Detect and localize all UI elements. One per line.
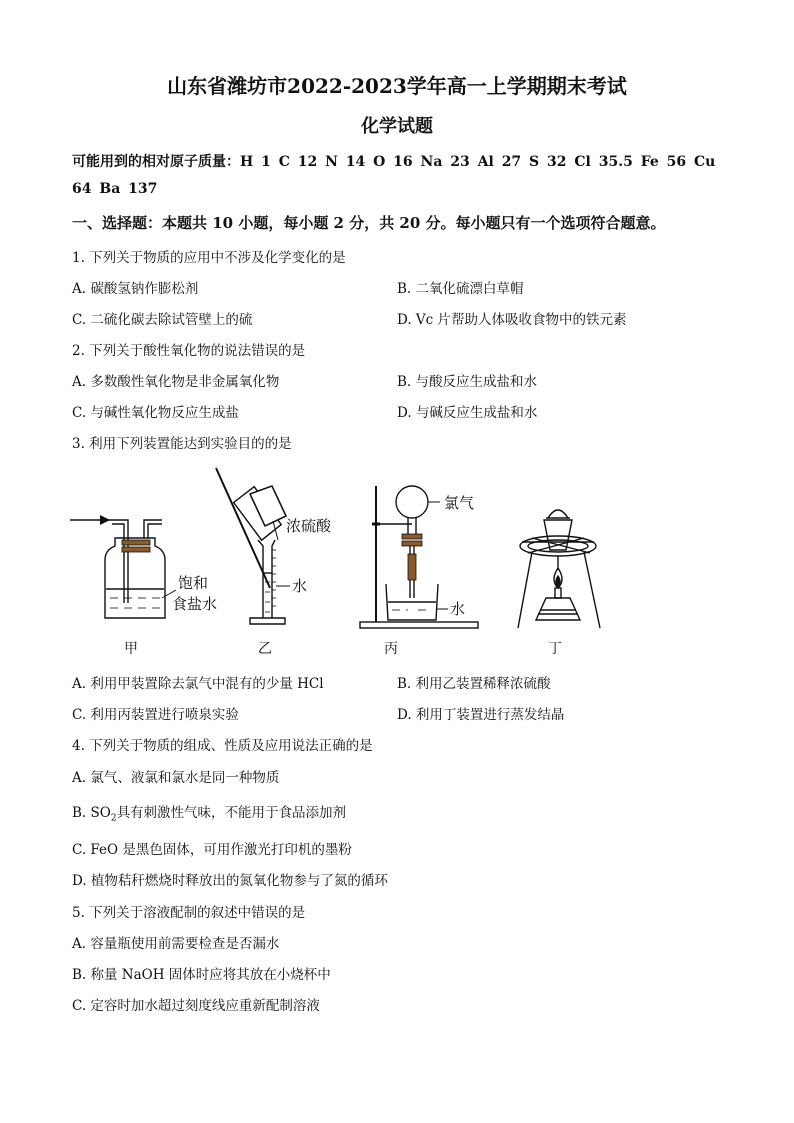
question-3-option-c: C. 利用丙装置进行喷泉实验 <box>72 707 239 723</box>
caption-yi: 乙 <box>258 641 272 657</box>
question-5-option-a: A. 容量瓶使用前需要检查是否漏水 <box>72 936 280 952</box>
question-2-stem: 2. 下列关于酸性氧化物的说法错误的是 <box>72 343 306 359</box>
caption-ding: 丁 <box>548 641 562 657</box>
apparatus-bing <box>360 486 478 657</box>
question-5-option-c: C. 定容时加水超过刻度线应重新配制溶液 <box>72 998 320 1014</box>
exam-subtitle: 化学试题 <box>361 116 433 137</box>
atomic-masses-line-1: 可能用到的相对原子质量：H 1 C 12 N 14 O 16 Na 23 Al 27 S 32 Cl 35.5 Fe 56 Cu <box>72 154 716 170</box>
caption-bing: 丙 <box>384 641 398 657</box>
question-5-stem: 5. 下列关于溶液配制的叙述中错误的是 <box>72 905 306 921</box>
question-4-option-c: C. FeO 是黑色固体，可用作激光打印机的墨粉 <box>72 842 352 858</box>
label-water-b: 水 <box>292 577 308 595</box>
question-2-option-a: A. 多数酸性氧化物是非金属氧化物 <box>72 374 280 390</box>
question-1-option-a: A. 碳酸氢钠作膨松剂 <box>72 281 199 297</box>
question-4-option-d: D. 植物秸秆燃烧时释放出的氮氧化物参与了氮的循环 <box>72 873 388 889</box>
question-1-option-c: C. 二硫化碳去除试管壁上的硫 <box>72 312 253 328</box>
label-water-c: 水 <box>450 600 466 618</box>
label-conc-sulfuric: 浓硫酸 <box>286 517 332 535</box>
question-2-option-d: D. 与碱反应生成盐和水 <box>397 405 538 421</box>
question-4-option-b <box>72 801 346 824</box>
question-5-option-b: B. 称量 NaOH 固体时应将其放在小烧杯中 <box>72 967 331 983</box>
exam-title: 山东省潍坊市2022-2023学年高一上学期期末考试 <box>167 74 627 98</box>
question-1-stem: 1. 下列关于物质的应用中不涉及化学变化的是 <box>72 250 346 266</box>
apparatus-jia <box>70 515 217 657</box>
atomic-masses-line-2: 64 Ba 137 <box>72 181 158 197</box>
apparatus-yi <box>216 468 332 657</box>
section-heading: 一、选择题：本题共 10 小题，每小题 2 分，共 20 分。每小题只有一个选项符合题意。 <box>72 214 666 232</box>
question-1-option-b: B. 二氧化硫漂白草帽 <box>397 281 524 297</box>
question-2-option-c: C. 与碱性氧化物反应生成盐 <box>72 405 239 421</box>
question-4-stem: 4. 下列关于物质的组成、性质及应用说法正确的是 <box>72 738 373 754</box>
question-3-stem: 3. 利用下列装置能达到实验目的的是 <box>72 436 292 452</box>
question-4-option-b-prefix: B. SO <box>72 805 111 821</box>
question-4-option-a: A. 氯气、液氯和氯水是同一种物质 <box>72 770 280 786</box>
question-4-option-b-text: 具有刺激性气味，不能用于食品添加剂 <box>116 805 347 821</box>
question-3-option-a: A. 利用甲装置除去氯气中混有的少量 HCl <box>72 676 324 692</box>
label-chlorine: 氯气 <box>444 494 475 512</box>
question-3-option-b: B. 利用乙装置稀释浓硫酸 <box>397 676 551 692</box>
question-1-option-d: D. Vc 片帮助人体吸收食物中的铁元素 <box>397 312 627 328</box>
question-4-option-b-subscript: 2 <box>110 813 117 824</box>
caption-jia: 甲 <box>124 641 138 657</box>
question-3-option-d: D. 利用丁装置进行蒸发结晶 <box>397 707 565 723</box>
label-saturated-brine-1: 饱和 <box>178 574 209 592</box>
question-2-option-b: B. 与酸反应生成盐和水 <box>397 374 538 390</box>
apparatus-figure <box>60 458 700 663</box>
label-saturated-brine-2: 食盐水 <box>172 595 218 613</box>
apparatus-ding <box>518 510 600 657</box>
